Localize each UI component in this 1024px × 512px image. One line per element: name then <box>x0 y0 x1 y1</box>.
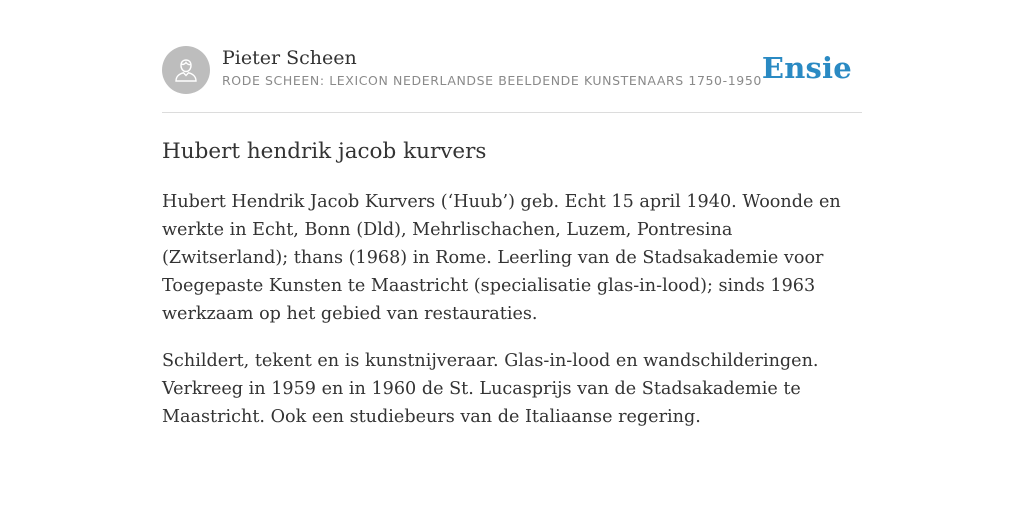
author-block <box>222 46 762 89</box>
entry-card <box>162 46 862 431</box>
entry-paragraph: Schildert, tekent en is kunstnijveraar. Glas-in-lood en wandschilderingen. Verkreeg in 1959 en in 1960 de St. Lucasprijs van de Stadsakademie te Maastricht. Ook een studiebeurs van de Italiaanse regering. <box>162 351 819 427</box>
entry-paragraph: Hubert Hendrik Jacob Kurvers (‘Huub’) geb. Echt 15 april 1940. Woonde en werkte in Echt, Bonn (Dld), Mehrlischachen, Luzem, Pontresina (Zwitserland); thans (1968) in Rome. Leerling van de Stadsakademie voor Toegepaste Kunsten te Maastricht (specialisatie glas-in-lood); sinds 1963 werkzaam op het gebied van restauraties. <box>162 192 841 324</box>
brand-logo[interactable]: Ensie <box>761 51 852 85</box>
source-name[interactable]: RODE SCHEEN: LEXICON NEDERLANDSE BEELDENDE KUNSTENAARS 1750-1950 <box>222 73 762 88</box>
user-icon <box>162 46 210 94</box>
entry-title: Hubert hendrik jacob kurvers <box>162 139 487 164</box>
entry-header <box>162 46 862 113</box>
author-name[interactable]: Pieter Scheen <box>222 47 357 69</box>
